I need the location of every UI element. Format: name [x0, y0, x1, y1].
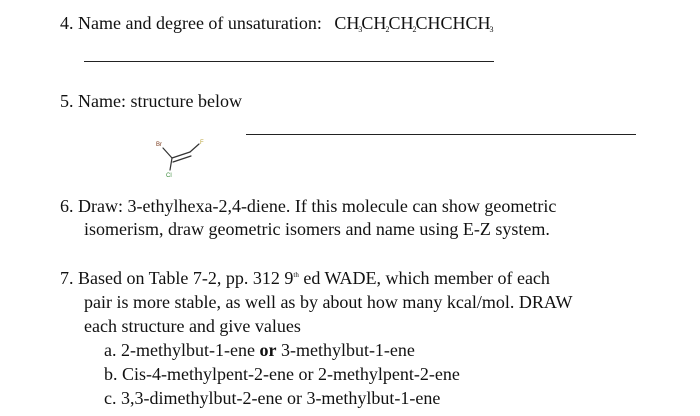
question-7-item-a: a. 2-methylbut-1-ene or 3-methylbut-1-ene: [104, 340, 415, 360]
question-4: [60, 12, 492, 34]
question-4-answer-line: [84, 61, 494, 62]
question-7-line-1: 7. Based on Table 7-2, pp. 312 9th ed WADE, which member of each: [60, 268, 550, 288]
question-7-item-b: b. Cis-4-methylpent-2-ene or 2-methylpent-2-ene: [104, 364, 460, 384]
question-4-label: 4. Name and degree of unsaturation:: [60, 13, 322, 33]
question-7-item-c: c. 3,3-dimethylbut-2-ene or 3-methylbut-1-ene: [104, 388, 441, 408]
fluorine-atom-label: F: [200, 140, 204, 146]
bond-br-c1: [163, 148, 172, 158]
question-5-label: 5. Name: structure below: [60, 91, 242, 111]
question-7-line-3: each structure and give values: [84, 316, 301, 336]
chlorine-atom-label: Cl: [166, 173, 172, 179]
question-4-formula: $CH_3CH_2CH_2CHCHCH_3$: [334, 13, 494, 34]
question-7-line-2: pair is more stable, as well as by about how many kcal/mol. DRAW: [84, 292, 573, 312]
question-6-line-2: isomerism, draw geometric isomers and name using E-Z system.: [84, 219, 550, 239]
bond-c2-f: [190, 144, 199, 152]
molecule-bonds: [163, 144, 199, 170]
question-6-line-1: 6. Draw: 3-ethylhexa-2,4-diene. If this molecule can show geometric: [60, 196, 557, 216]
question-5-answer-line: [246, 134, 636, 135]
bromine-atom-label: Br: [156, 142, 162, 148]
question-5-structure: [150, 138, 220, 184]
bond-c1-cl: [170, 158, 172, 170]
